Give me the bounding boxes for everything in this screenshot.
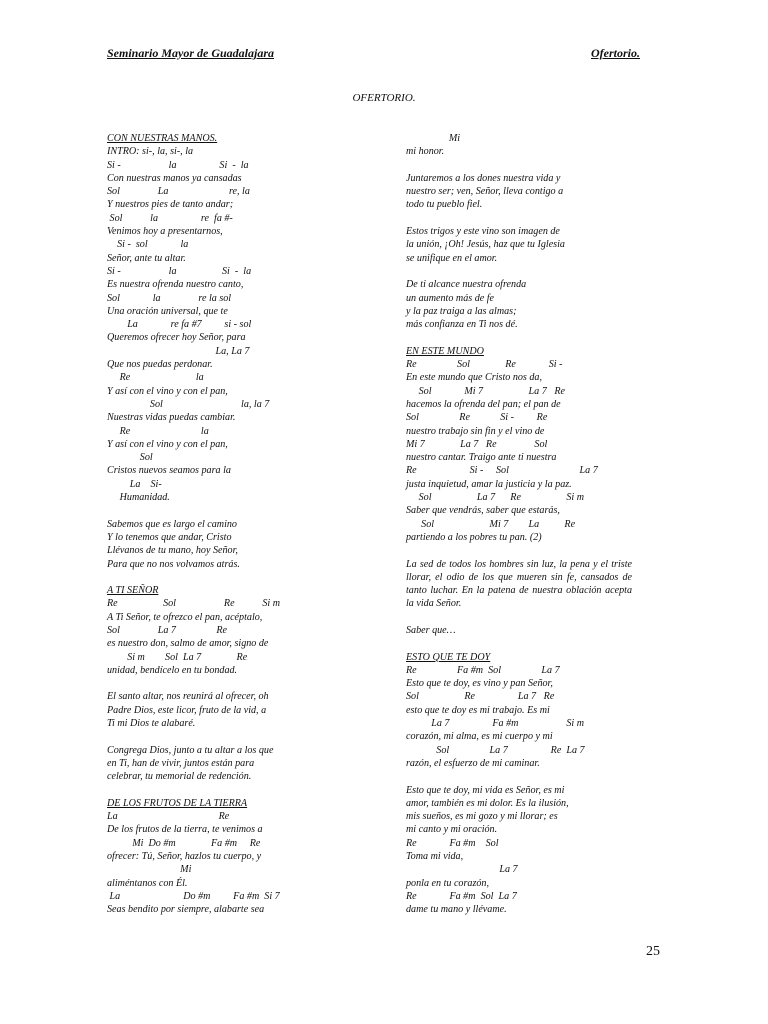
lyric-line: Re Fa #m Sol La 7 [406,664,560,676]
page-title: OFERTORIO. [352,92,416,104]
lyric-line: Cristos nuevos seamos para la [107,465,231,477]
blank-line [107,677,299,690]
lyric-line: Para que no nos volvamos atrás. [107,558,240,570]
lyric-line: De ti alcance nuestra ofrenda [406,279,527,291]
lyric-line: esto que te doy es mi trabajo. Es mi [406,704,550,716]
lyric-line: mis sueños, es mi gozo y mi llorar; es [406,811,558,823]
lyric-line: Esto que te doy, es vino y pan Señor, [406,678,553,690]
lyric-line: Si m Sol La 7 Re [107,651,248,663]
lyric-line: Y nuestros pies de tanto andar; [107,199,234,211]
lyric-line: es nuestro don, salmo de amor, signo de [107,638,269,650]
lyric-line: Padre Dios, este licor, fruto de la vid, a [107,704,267,716]
lyric-line: nuestro ser; ven, Señor, lleva contigo a [406,186,564,198]
lyric-line: hacemos la ofrenda del pan; el pan de [406,398,561,410]
lyric-line: Sol Mi 7 La Re [406,518,576,530]
lyric-line: y la paz traiga a las almas; [406,305,517,317]
lyric-line: Mi [107,864,192,876]
lyric-line: Si - sol la [107,239,189,251]
lyric-line: Sol Mi 7 La 7 Re [406,385,565,397]
lyric-line: más confianza en Ti nos dé. [406,319,518,331]
lyric-line: El santo altar, nos reunirá al ofrecer, oh [107,691,269,703]
lyric-line: Llévanos de tu mano, hoy Señor, [107,545,238,557]
lyric-line: dame tu mano y llévame. [406,904,507,916]
lyric-line: justa inquietud, amar la justicia y la paz. [406,478,572,490]
lyric-line: Sol la re fa #- [107,212,233,224]
lyric-line: Si - la Si - la [107,265,252,277]
lyric-line: corazón, mi alma, es mi cuerpo y mi [406,731,553,743]
lyric-line: la unión, ¡Oh! Jesús, haz que tu Iglesia [406,239,565,251]
lyric-line: Humanidad. [107,492,170,504]
lyric-line: Si - la Si - la [107,159,249,171]
lyric-line: Re Fa #m Sol La 7 [406,890,517,902]
lyric-line: Estos trigos y este vino son imagen de [406,226,560,238]
lyric-line: En este mundo que Cristo nos da, [406,372,542,384]
blank-line [406,331,632,344]
blank-line [406,637,632,650]
lyric-line: se unifique en el amor. [406,252,498,264]
lyric-line: aliméntanos con Él. [107,877,188,889]
lyric-line: ponla en tu corazón, [406,877,489,889]
lyric-line: Una oración universal, que te [107,305,228,317]
lyric-line: Seas bendito por siempre, alabarte sea [107,904,265,916]
blank-line [107,784,299,797]
lyric-line: mi honor. [406,146,445,158]
lyric-line: un aumento más de fe [406,292,495,304]
lyric-line: Sol La 7 Re La 7 [406,744,585,756]
blank-line [406,159,632,172]
lyric-line: Sol La 7 Re Si m [406,492,585,504]
lyric-line: unidad, bendícelo en tu bondad. [107,664,238,676]
lyric-line: Re Si - Sol La 7 [406,465,598,477]
lyric-line: todo tu pueblo fiel. [406,199,483,211]
lyric-line: en Ti, han de vivir, juntos están para [107,757,255,769]
lyric-line: Queremos ofrecer hoy Señor, para [107,332,246,344]
blank-line [406,212,632,225]
blank-line [107,571,299,584]
lyric-line: Esto que te doy, mi vida es Señor, es mi [406,784,565,796]
left-column [107,132,299,917]
right-column [406,132,632,917]
lyric-line: Mi Do #m Fa #m Re [107,837,261,849]
blank-line [406,544,632,557]
lyric-line: partiendo a los pobres tu pan. (2) [406,531,542,543]
lyric-line: Saber que… [406,624,456,636]
lyric-line: Re Fa #m Sol [406,837,499,849]
lyric-line: Que nos puedas perdonar. [107,359,213,371]
lyric-line: Toma mi vida, [406,851,464,863]
lyric-line: INTRO: si-, la, si-, la [107,146,194,158]
lyric-line: ofrecer: Tú, Señor, hazlos tu cuerpo, y [107,851,262,863]
lyric-line: Sol La 7 Re [107,624,228,636]
lyric-line: Señor, ante tu altar. [107,252,186,264]
lyric-line: Re la [107,425,209,437]
song-title: A TI SEÑOR [107,585,159,597]
lyric-line: Re Sol Re Si m [107,598,280,610]
lyric-line: De los frutos de la tierra, te venimos a [107,824,263,836]
lyric-line: La, La 7 [107,345,250,357]
lyric-line: Y lo tenemos que andar, Cristo [107,531,232,543]
lyric-line: razón, el esfuerzo de mi caminar. [406,757,540,769]
lyric-line: La sed de todos los hombres sin luz, la pena y el triste llorar, el odio de los que mueren sin fe, cansados de tanto luchar. En la patena de nuestra oblación acepta la vida Señor. [406,558,632,610]
lyric-line: La Do #m Fa #m Si 7 [107,890,280,902]
lyric-line: La 7 Fa #m Si m [406,718,585,730]
lyric-line: mi canto y mi oración. [406,824,498,836]
song-title: CON NUESTRAS MANOS. [107,133,218,144]
lyric-line: Re Sol Re Si - [406,359,563,371]
lyric-line: Venimos hoy a presentarnos, [107,226,223,238]
lyric-line: Congrega Dios, junto a tu altar a los que [107,744,274,756]
lyric-line: Es nuestra ofrenda nuestro canto, [107,279,244,291]
page-number: 25 [646,944,660,959]
lyric-line: amor, también es mi dolor. Es la ilusión, [406,797,569,809]
blank-line [107,730,299,743]
running-header-right: Ofertorio. [591,46,640,60]
lyric-line: Mi [406,133,461,144]
lyric-line: Sol Re La 7 Re [406,691,555,703]
lyric-line: Ti mi Dios te alabaré. [107,718,196,730]
lyric-line: Sol la, la 7 [107,398,270,410]
lyric-line: Sabemos que es largo el camino [107,518,237,530]
blank-line [406,265,632,278]
lyric-line: La re fa #7 si - sol [107,319,252,331]
lyric-line: Y así con el vino y con el pan, [107,438,228,450]
lyric-line: Saber que vendrás, saber que estarás, [406,505,560,517]
lyric-line: Sol Re Si - Re [406,412,548,424]
lyric-line: Mi 7 La 7 Re Sol [406,438,548,450]
lyric-line: La 7 [406,864,518,876]
lyric-line: Sol [107,452,153,464]
lyric-line: nuestro trabajo sin fin y el vino de [406,425,545,437]
lyric-line: Juntaremos a los dones nuestra vida y [406,172,561,184]
lyric-line: La Re [107,811,230,823]
lyric-line: A Ti Señor, te ofrezco el pan, acéptalo, [107,611,263,623]
lyric-line: Con nuestras manos ya cansadas [107,172,242,184]
lyric-line: Sol La re, la [107,186,250,198]
song-title: DE LOS FRUTOS DE LA TIERRA [107,797,248,809]
lyric-line: Sol la re la sol [107,292,232,304]
song-title: ESTO QUE TE DOY [406,651,491,663]
blank-line [406,611,632,624]
lyric-line: Nuestras vidas puedas cambiar. [107,412,236,424]
lyric-line: celebrar, tu memorial de redención. [107,771,252,783]
lyric-line: Y así con el vino y con el pan, [107,385,228,397]
lyric-line: Re la [107,372,204,384]
song-title: EN ESTE MUNDO [406,345,484,357]
running-header-left: Seminario Mayor de Guadalajara [107,46,275,60]
blank-line [107,504,299,517]
lyric-line: La Si- [107,478,162,490]
lyric-line: nuestro cantar. Traigo ante ti nuestra [406,452,557,464]
blank-line [406,770,632,783]
